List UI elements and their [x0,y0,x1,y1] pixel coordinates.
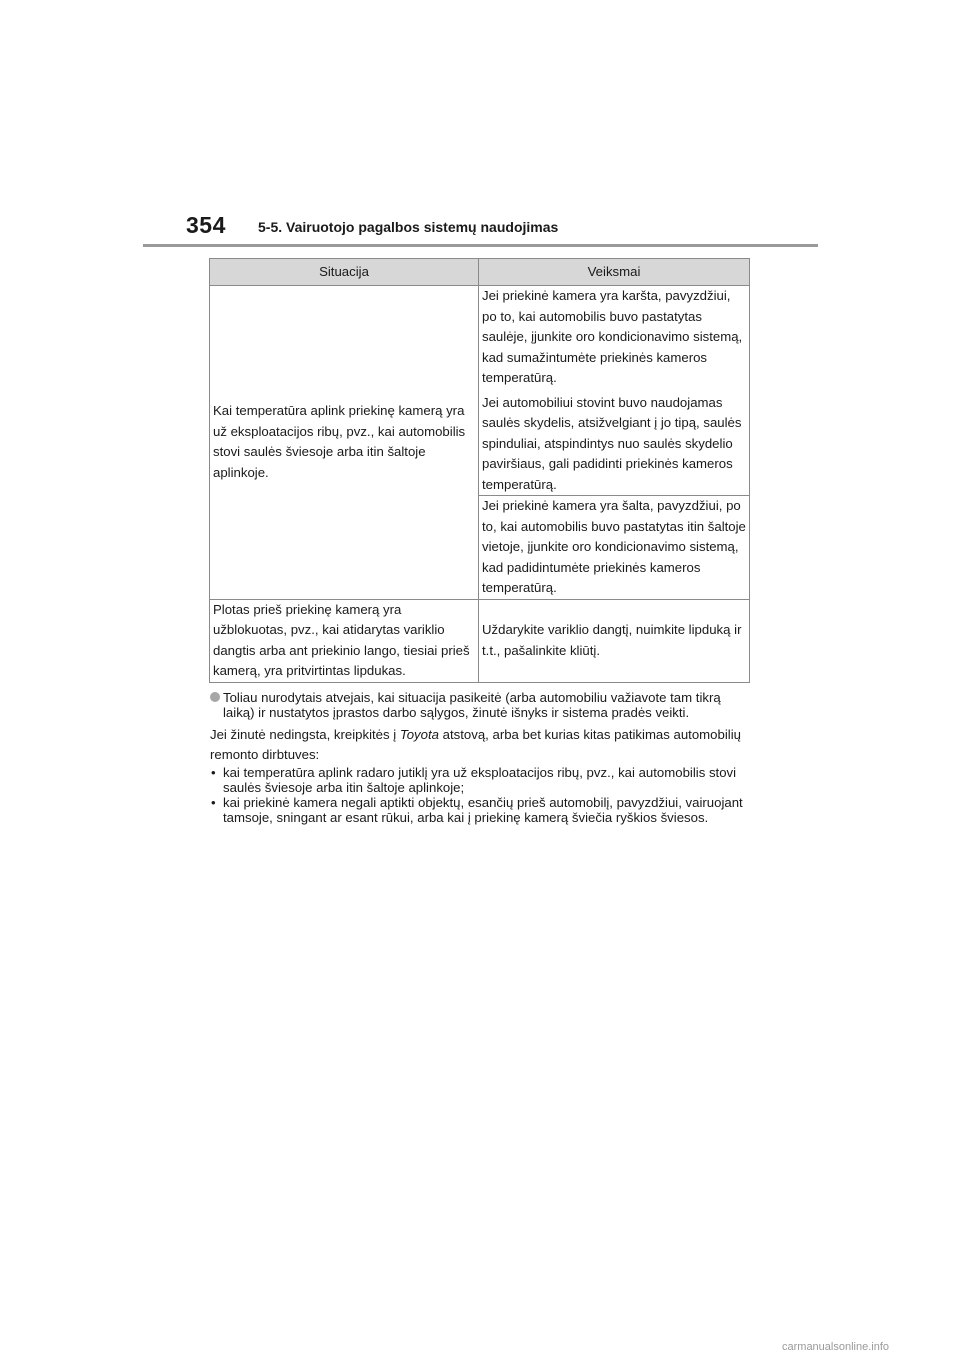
action-text: Jei priekinė kamera yra karšta, pavyzdžiui, po to, kai automobilis buvo pastatytas saulėje, įjunkite oro kondicionavimo sistemą, kad sumažintumėte priekinės kameros temperatūrą. [482,288,743,385]
dot-bullet-icon: • [211,765,216,780]
table-row [210,286,750,496]
header-rule [143,244,818,247]
column-header-actions: Veiksmai [479,259,750,286]
column-header-situation: Situacija [210,259,479,286]
circle-bullet-icon [210,692,220,702]
brand-name: Toyota [399,727,439,742]
table-header-row [210,259,750,286]
notes-section [210,690,755,825]
situation-cell-temperature: Kai temperatūra aplink priekinę kamerą yra už eksploatacijos ribų, pvz., kai automobilis stovi saulės šviesoje arba itin šaltoje aplinkoje. [210,286,479,600]
action-text: Jei priekinė kamera yra šalta, pavyzdžiui, po to, kai automobilis buvo pastatytas itin šaltoje vietoje, įjunkite oro kondicionavimo sistemą, kad padidintumėte priekinės kameros temperatūrą. [482,498,746,595]
dot-bullet-icon: • [211,795,216,810]
situation-cell-blocked: Plotas prieš priekinę kamerą yra užblokuotas, pvz., kai atidarytas variklio dangtis arba ant priekinio lango, tiesiai prieš kamerą, yra pritvirtintas lipdukas. [210,599,479,682]
note-bullet-text: Toliau nurodytais atvejais, kai situacija pasikeitė (arba automobiliu važiavote tam tikrą laiką) ir nustatytos įprastos darbo sąlygos, žinutė išnyks ir sistema pradės veikti. [223,690,721,720]
page-number: 354 [186,212,226,238]
action-cell-hot-camera [479,286,750,496]
action-cell-cold-camera [479,496,750,600]
situation-action-table [209,258,750,683]
list-item-text: kai temperatūra aplink radaro jutiklį yra už eksploatacijos ribų, pvz., kai automobilis stovi saulės šviesoje arba itin šaltoje aplinkoje; [223,765,737,795]
list-item [210,765,755,795]
list-item [210,795,755,825]
list-item-text: kai priekinė kamera negali aptikti objektų, esančių prieš automobilį, pavyzdžiui, vairuojant tamsoje, sningant ar esant rūkui, arba kai į priekinę kamerą šviečia ryškios šviesos. [223,795,743,825]
section-title: 5-5. Vairuotojo pagalbos sistemų naudojimas [258,219,559,235]
footer-watermark: carmanualsonline.info [782,1341,890,1353]
table-row [210,599,750,682]
contact-text-end: atstovą, arba bet kurias kitas patikimas automobilių remonto dirbtuves: [210,727,741,762]
contact-text-start: Jei žinutė nedingsta, kreipkitės į [210,727,400,742]
action-text: Jei automobiliui stovint buvo naudojamas saulės skydelis, atsižvelgiant į jo tipą, saulės spinduliai, atspindintys nuo saulės skydelio paviršiaus, gali padidinti priekinės kameros temperatūrą. [482,394,742,492]
contact-dealer-paragraph [210,725,755,765]
note-bullet-paragraph [210,690,755,720]
action-cell-remove-obstacle: Uždarykite variklio dangtį, nuimkite lipduką ir t.t., pašalinkite kliūtį. [479,599,750,682]
